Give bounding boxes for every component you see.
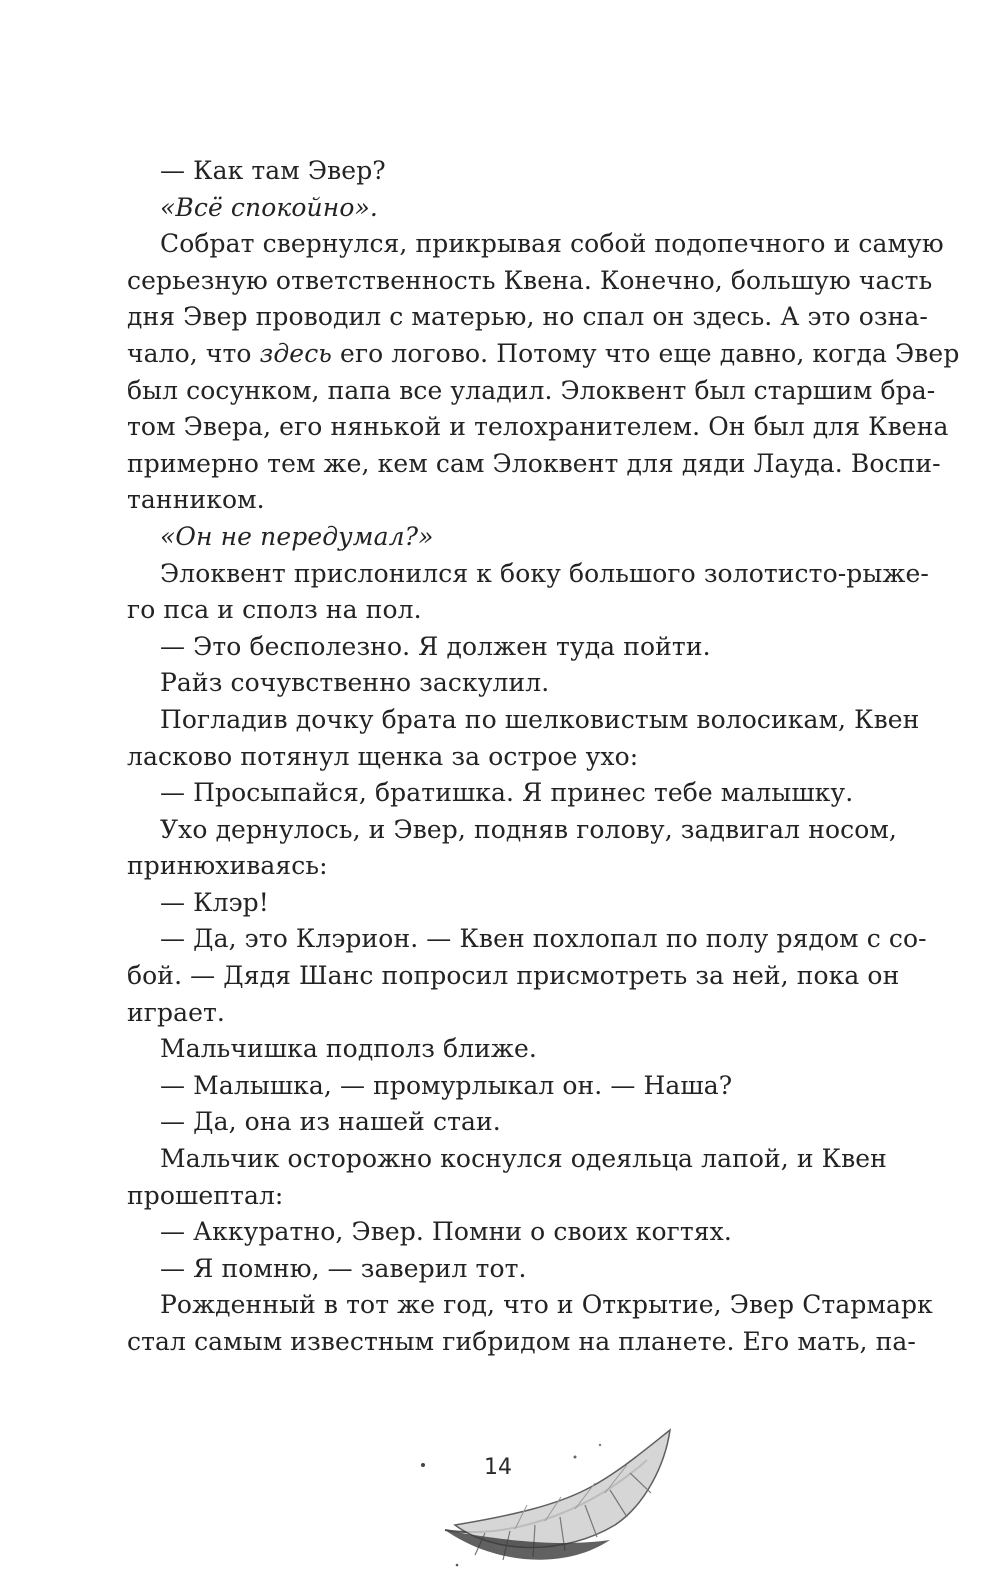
text-line: — Я помню, — заверил тот. <box>160 1253 527 1283</box>
emphasis-text: здесь <box>259 338 333 368</box>
text-line: — Да, она из нашей стаи. <box>160 1107 501 1137</box>
text-line: ласково потянул щенка за острое ухо: <box>127 741 639 771</box>
text-line: Элоквент прислонился к боку большого золотисто-рыже- <box>160 558 929 588</box>
text-line: прошептал: <box>127 1180 284 1210</box>
text-line: Ухо дернулось, и Эвер, подняв голову, задвигал носом, <box>160 814 897 844</box>
text-line: — Клэр! <box>160 887 269 917</box>
text-line: го пса и сполз на пол. <box>127 595 422 625</box>
text-line: бой. — Дядя Шанс попросил присмотреть за ней, пока он <box>127 961 900 991</box>
text-line: Мальчишка подполз ближе. <box>160 1034 537 1064</box>
feather-icon <box>415 1405 715 1575</box>
text-line: Рожденный в тот же год, что и Открытие, Эвер Стармарк <box>160 1290 933 1320</box>
text-line: — Просыпайся, братишка. Я принес тебе малышку. <box>160 778 854 808</box>
text-line: дня Эвер проводил с матерью, но спал он здесь. А это озна- <box>127 302 928 332</box>
text-line: серьезную ответственность Квена. Конечно, большую часть <box>127 265 933 295</box>
text-line: танником. <box>127 485 265 515</box>
text-line: примерно тем же, кем сам Элоквент для дяди Лауда. Воспи- <box>127 448 941 478</box>
text-line: — Аккуратно, Эвер. Помни о своих когтях. <box>160 1217 732 1247</box>
text-line: стал самым известным гибридом на планете. Его мать, па- <box>127 1327 916 1356</box>
page-number: 14 <box>484 1455 512 1480</box>
text-line: «Всё спокойно». <box>160 192 378 222</box>
text-line: том Эвера, его нянькой и телохранителем. Он был для Квена <box>127 412 949 442</box>
page-body <box>127 153 960 1361</box>
text-line: — Как там Эвер? <box>160 156 386 185</box>
text-line: был сосунком, папа все уладил. Элоквент был старшим бра- <box>127 375 936 405</box>
text-line: — Малышка, — промурлыкал он. — Наша? <box>160 1070 733 1100</box>
text-line: — Да, это Клэрион. — Квен похлопал по полу рядом с со- <box>160 924 927 954</box>
text-line: Райз сочувственно заскулил. <box>160 668 550 698</box>
text-line: играет. <box>127 997 225 1027</box>
text-line: — Это бесполезно. Я должен туда пойти. <box>160 631 711 661</box>
text-line: принюхиваясь: <box>127 851 328 881</box>
text-line: Собрат свернулся, прикрывая собой подопечного и самую <box>160 229 944 259</box>
text-line: Погладив дочку брата по шелковистым волосикам, Квен <box>160 704 920 734</box>
text-line: чало, что здесь его логово. Потому что еще давно, когда Эвер <box>127 338 960 368</box>
text-line: «Он не передумал?» <box>160 521 434 551</box>
text-line: Мальчик осторожно коснулся одеяльца лапой, и Квен <box>160 1144 887 1174</box>
